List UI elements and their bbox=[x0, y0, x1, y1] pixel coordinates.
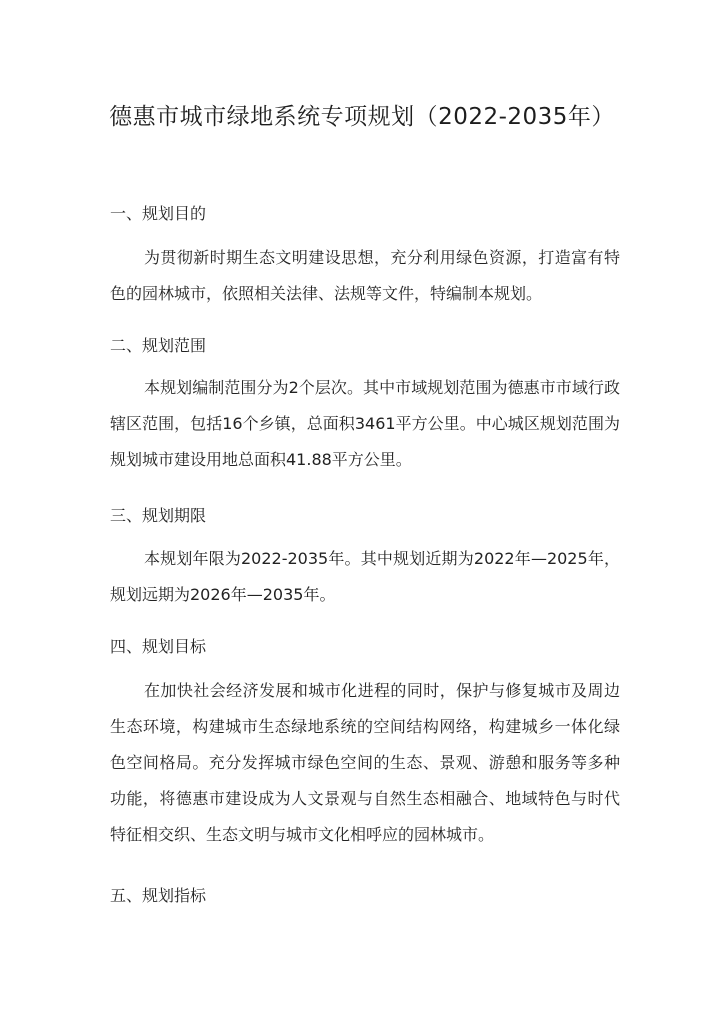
section-body-period: 本规划年限为2022-2035年。其中规划近期为2022年—2025年，规划远期为2026年—2035年。 bbox=[110, 549, 620, 604]
section-body-goals: 在加快社会经济发展和城市化进程的同时，保护与修复城市及周边生态环境，构建城市生态绿地系统的空间结构网络，构建城乡一体化绿色空间格局。充分发挥城市绿色空间的生态、景观、游憩和服务等多种功能，将德惠市建设成为人文景观与自然生态相融合、地域特色与时代特征相交织、生态文明与城市文化相呼应的园林城市。 bbox=[110, 681, 620, 844]
section-heading-scope: 二、规划范围 bbox=[110, 336, 207, 355]
section-body-purpose: 为贯彻新时期生态文明建设思想，充分利用绿色资源，打造富有特色的园林城市，依照相关法律、法规等文件，特编制本规划。 bbox=[110, 248, 620, 303]
section-heading-indicators: 五、规划指标 bbox=[110, 886, 207, 905]
section-heading-goals: 四、规划目标 bbox=[110, 637, 207, 656]
section-heading-period: 三、规划期限 bbox=[110, 506, 207, 525]
document-title: 德惠市城市绿地系统专项规划（2022-2035年） bbox=[109, 104, 615, 130]
section-body-scope: 本规划编制范围分为2个层次。其中市域规划范围为德惠市市域行政辖区范围，包括16个乡镇，总面积3461平方公里。中心城区规划范围为规划城市建设用地总面积41.88平方公里。 bbox=[110, 378, 620, 469]
section-heading-purpose: 一、规划目的 bbox=[110, 204, 207, 223]
